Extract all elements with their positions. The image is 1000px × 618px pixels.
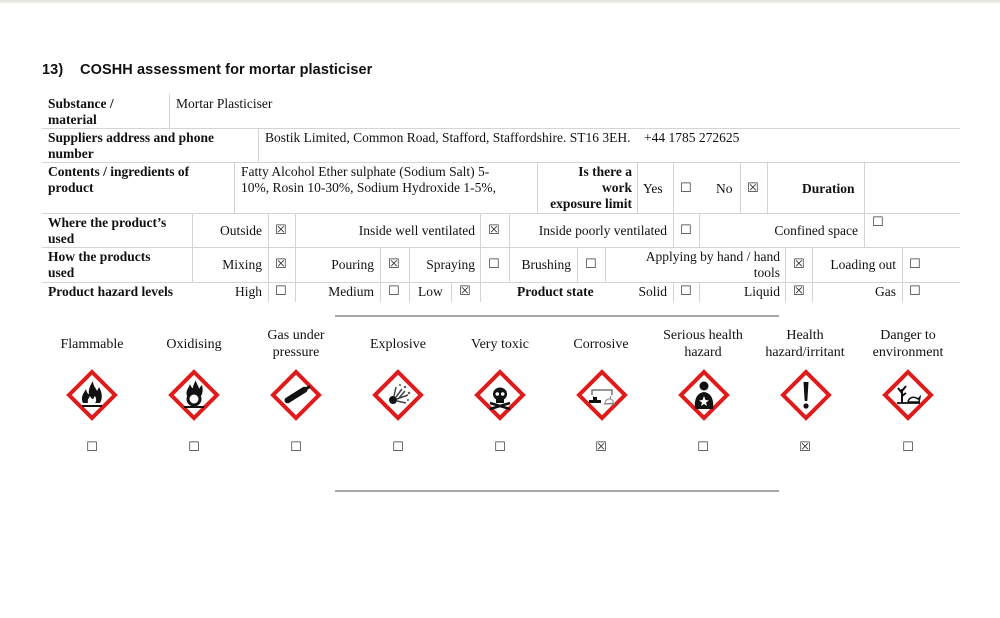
section-title: COSHH assessment for mortar plasticiser xyxy=(80,62,373,78)
exploding-bomb-icon xyxy=(372,369,424,421)
divider-rule-top xyxy=(335,315,779,317)
flame-icon xyxy=(66,369,118,421)
label-line: product xyxy=(48,180,94,195)
col-divider xyxy=(699,282,700,302)
environment-icon xyxy=(882,369,934,421)
exclamation-mark-icon xyxy=(780,369,832,421)
col-divider xyxy=(295,282,296,302)
col-divider xyxy=(268,247,269,282)
exposure-yes-label: Yes xyxy=(643,181,663,196)
hazard-checkbox-gas-under-pressure[interactable]: ☐ xyxy=(290,440,302,455)
col-divider xyxy=(673,282,674,302)
hazard-label-oxidising: Oxidising xyxy=(166,337,222,352)
supplier-label xyxy=(48,130,214,162)
label-line: Substance / xyxy=(48,96,114,111)
hazard-low-label: Low xyxy=(418,284,443,299)
hazard-label-gas-under-pressure: Gas under pressure xyxy=(267,328,325,360)
row-divider xyxy=(42,128,960,129)
state-liquid-checkbox[interactable]: ☒ xyxy=(793,284,805,299)
how-spraying-checkbox[interactable]: ☐ xyxy=(488,257,500,272)
product-state-label: Product state xyxy=(517,284,594,299)
hazard-medium-label: Medium xyxy=(328,284,374,299)
where-used-label xyxy=(48,215,166,247)
label-line: used xyxy=(48,265,75,280)
col-divider xyxy=(509,213,510,247)
where-poorly-ventilated-label: Inside poorly ventilated xyxy=(538,223,667,238)
hazard-label-serious-health: Serious health hazard xyxy=(663,328,743,360)
top-border xyxy=(0,0,1000,3)
col-divider xyxy=(864,213,865,247)
hazard-label-explosive: Explosive xyxy=(370,337,426,352)
row-divider xyxy=(42,247,960,248)
hazard-checkbox-flammable[interactable]: ☐ xyxy=(86,440,98,455)
col-divider xyxy=(192,247,193,282)
where-poorly-ventilated-checkbox[interactable]: ☐ xyxy=(680,223,692,238)
section-number: 13) xyxy=(42,62,64,78)
gas-cylinder-icon xyxy=(270,369,322,421)
label-line: tools xyxy=(753,265,780,280)
how-pouring-label: Pouring xyxy=(331,257,374,272)
supplier-value: Bostik Limited, Common Road, Stafford, Staffordshire. ST16 3EH. +44 1785 272625 xyxy=(265,130,740,145)
value-line: 10%, Rosin 10-30%, Sodium Hydroxide 1-5%, xyxy=(241,180,496,195)
label-line: material xyxy=(48,112,97,127)
hazard-checkbox-corrosive[interactable]: ☒ xyxy=(595,440,607,455)
col-divider xyxy=(480,282,481,302)
contents-value xyxy=(241,164,496,196)
state-gas-checkbox[interactable]: ☐ xyxy=(909,284,921,299)
col-divider xyxy=(169,94,170,128)
label-line: How the products xyxy=(48,249,151,264)
row-divider xyxy=(42,162,960,163)
hazard-checkbox-environment[interactable]: ☐ xyxy=(902,440,914,455)
col-divider xyxy=(699,213,700,247)
col-divider xyxy=(902,282,903,302)
state-solid-label: Solid xyxy=(638,284,667,299)
hazard-checkbox-very-toxic[interactable]: ☐ xyxy=(494,440,506,455)
col-divider xyxy=(451,282,452,302)
label-line: used xyxy=(48,231,75,246)
label-line: Contents / ingredients of xyxy=(48,164,190,179)
contents-label xyxy=(48,164,189,196)
state-liquid-label: Liquid xyxy=(744,284,780,299)
hazard-label-health-irritant: Health hazard/irritant xyxy=(765,328,845,360)
hazard-label-environment: Danger to environment xyxy=(872,328,944,360)
state-gas-label: Gas xyxy=(875,284,896,299)
how-used-label xyxy=(48,249,151,281)
col-divider xyxy=(864,162,865,213)
hazard-checkbox-oxidising[interactable]: ☐ xyxy=(188,440,200,455)
duration-label: Duration xyxy=(802,181,855,196)
hazard-checkbox-health-irritant[interactable]: ☒ xyxy=(799,440,811,455)
corrosion-icon xyxy=(576,369,628,421)
label-line: Where the product’s xyxy=(48,215,167,230)
how-pouring-checkbox[interactable]: ☒ xyxy=(388,257,400,272)
col-divider xyxy=(380,247,381,282)
divider-rule-bottom xyxy=(335,490,779,492)
label-line: exposure limit xyxy=(550,196,632,211)
col-divider xyxy=(605,247,606,282)
how-mixing-checkbox[interactable]: ☒ xyxy=(275,257,287,272)
col-divider xyxy=(637,162,638,213)
col-divider xyxy=(192,213,193,247)
where-confined-space-label: Confined space xyxy=(774,223,858,238)
where-confined-space-checkbox[interactable]: ☐ xyxy=(872,215,884,230)
flame-over-circle-icon xyxy=(168,369,220,421)
col-divider xyxy=(268,213,269,247)
health-hazard-icon xyxy=(678,369,730,421)
how-loading-out-label: Loading out xyxy=(830,257,896,272)
where-well-ventilated-label: Inside well ventilated xyxy=(358,223,475,238)
substance-label xyxy=(48,96,114,128)
hazard-label-corrosive: Corrosive xyxy=(573,337,629,352)
how-mixing-label: Mixing xyxy=(222,257,262,272)
hazard-label-flammable: Flammable xyxy=(60,337,124,352)
exposure-yes-checkbox[interactable]: ☐ xyxy=(680,181,692,196)
label-line: work xyxy=(602,180,632,195)
how-loading-out-checkbox[interactable]: ☐ xyxy=(909,257,921,272)
col-divider xyxy=(785,247,786,282)
exposure-limit-label xyxy=(538,164,632,212)
how-applying-by-hand-checkbox[interactable]: ☒ xyxy=(793,257,805,272)
hazard-levels-label: Product hazard levels xyxy=(48,284,173,299)
col-divider xyxy=(577,247,578,282)
col-divider xyxy=(902,247,903,282)
where-outside-checkbox[interactable]: ☒ xyxy=(275,223,287,238)
col-divider xyxy=(295,247,296,282)
col-divider xyxy=(480,247,481,282)
col-divider xyxy=(673,162,674,213)
label-line: Is there a xyxy=(578,164,632,179)
where-outside-label: Outside xyxy=(220,223,262,238)
row-divider xyxy=(42,213,960,214)
col-divider xyxy=(740,162,741,213)
col-divider xyxy=(812,247,813,282)
hazard-medium-checkbox[interactable]: ☐ xyxy=(388,284,400,299)
hazard-label-very-toxic: Very toxic xyxy=(471,337,529,352)
skull-crossbones-icon xyxy=(474,369,526,421)
how-brushing-label: Brushing xyxy=(521,257,571,272)
col-divider xyxy=(673,213,674,247)
col-divider xyxy=(295,213,296,247)
label-line: Suppliers address and phone xyxy=(48,130,214,145)
hazard-checkbox-serious-health[interactable]: ☐ xyxy=(697,440,709,455)
hazard-checkbox-explosive[interactable]: ☐ xyxy=(392,440,404,455)
col-divider xyxy=(785,282,786,302)
section-heading xyxy=(42,62,372,78)
col-divider xyxy=(812,282,813,302)
col-divider xyxy=(380,282,381,302)
hazard-high-label: High xyxy=(235,284,262,299)
label-line: Applying by hand / hand xyxy=(645,249,780,264)
how-spraying-label: Spraying xyxy=(426,257,475,272)
exposure-no-label: No xyxy=(716,181,733,196)
substance-value: Mortar Plasticiser xyxy=(176,96,273,111)
value-line: Fatty Alcohol Ether sulphate (Sodium Salt) 5- xyxy=(241,164,490,179)
col-divider xyxy=(409,247,410,282)
col-divider xyxy=(258,128,259,162)
label-line: number xyxy=(48,146,94,161)
col-divider xyxy=(409,282,410,302)
col-divider xyxy=(234,162,235,213)
row-divider xyxy=(42,282,960,283)
col-divider xyxy=(767,162,768,213)
col-divider xyxy=(268,282,269,302)
exposure-no-checkbox[interactable]: ☒ xyxy=(747,181,759,196)
where-well-ventilated-checkbox[interactable]: ☒ xyxy=(488,223,500,238)
hazard-high-checkbox[interactable]: ☐ xyxy=(275,284,287,299)
how-brushing-checkbox[interactable]: ☐ xyxy=(585,257,597,272)
state-solid-checkbox[interactable]: ☐ xyxy=(680,284,692,299)
how-applying-by-hand-label xyxy=(610,249,780,281)
hazard-low-checkbox[interactable]: ☒ xyxy=(459,284,471,299)
col-divider xyxy=(509,247,510,282)
col-divider xyxy=(480,213,481,247)
